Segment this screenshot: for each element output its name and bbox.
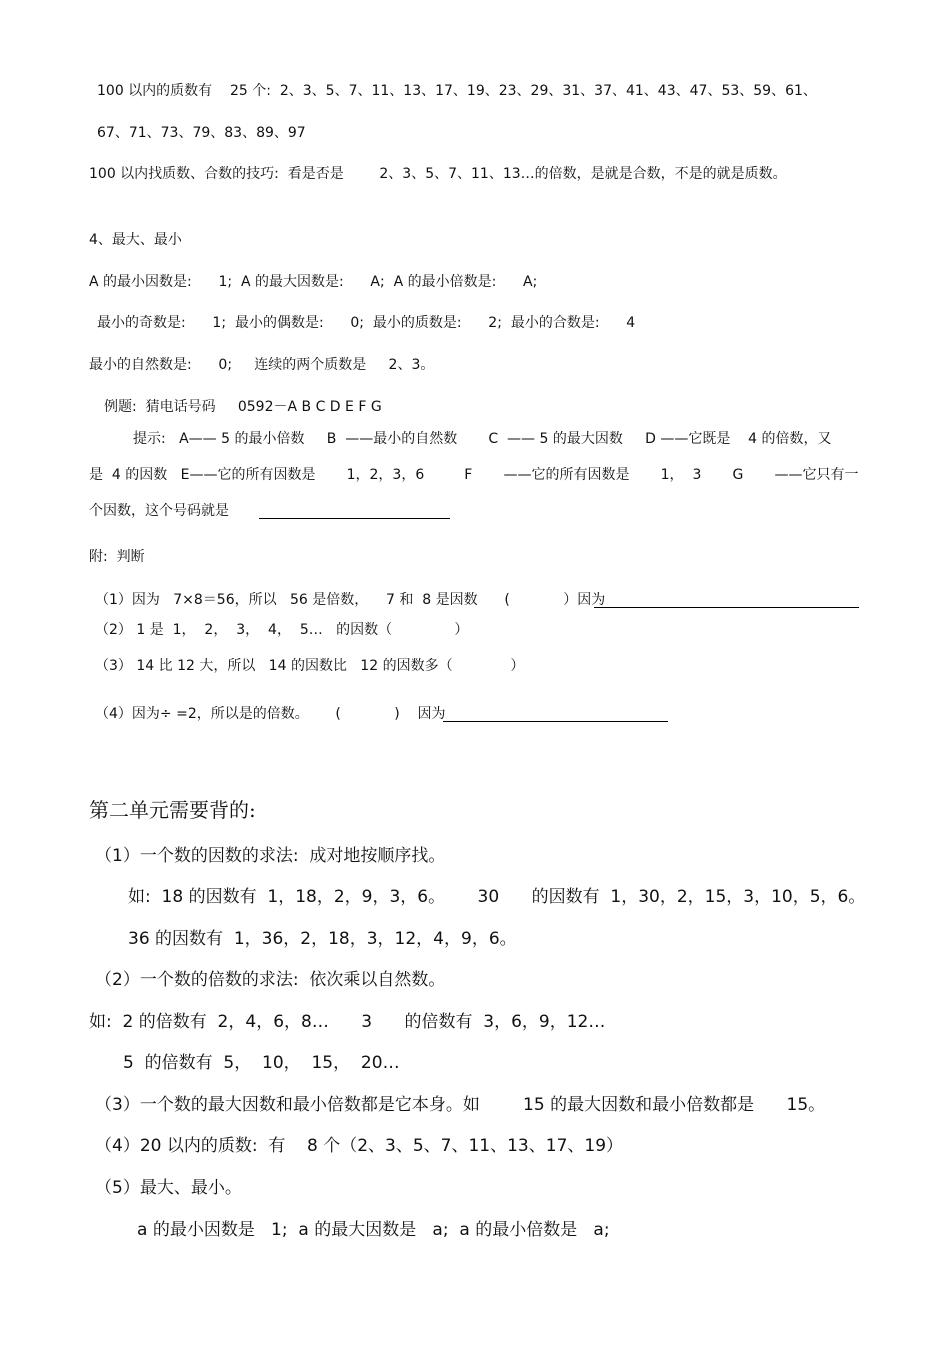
item-1-example-1: 如: 18 的因数有 1，18，2，9，3，6。 30 的因数有 1，30，2，15，3，10，5，6。 [128, 887, 866, 907]
primes-list-line-2: 67、71、73、79、83、89、97 [97, 125, 306, 141]
heading-max-min: 4、最大、最小 [89, 232, 182, 248]
item-4: （4）20 以内的质数: 有 8 个（2、3、5、7、11、13、17、19） [95, 1136, 624, 1156]
line-smallest-numbers: 最小的奇数是: 1; 最小的偶数是: 0; 最小的质数是: 2; 最小的合数是: 4 [97, 315, 636, 331]
question-3: （3） 14 比 12 大，所以 14 的因数比 12 的因数多（ ） [95, 658, 525, 674]
section-2-title: 第二单元需要背的: [89, 798, 256, 822]
prime-finding-tip: 100 以内找质数、合数的技巧: 看是否是 2、3、5、7、11、13…的倍数，是就是合数，不是的就是质数。 [89, 166, 787, 182]
hint-line-1: 提示: A—— 5 的最小倍数 B ——最小的自然数 C —— 5 的最大因数 D ——它既是 4 的倍数，又 [133, 431, 832, 447]
item-1: （1）一个数的因数的求法: 成对地按顺序找。 [95, 846, 446, 866]
item-1-example-2: 36 的因数有 1，36，2，18，3，12，4，9，6。 [128, 929, 517, 949]
hint-line-2: 是 4 的因数 E——它的所有因数是 1，2，3，6 F ——它的所有因数是 1， 3 G ——它只有一 [89, 467, 859, 483]
answer-blank-phone[interactable] [259, 518, 450, 519]
item-2-example-1: 如: 2 的倍数有 2，4，6，8… 3 的倍数有 3，6，9，12… [89, 1012, 606, 1032]
question-1: （1）因为 7×8＝56，所以 56 是倍数， 7 和 8 是因数 ( ）因为 [95, 592, 606, 608]
hint-line-3: 个因数，这个号码就是 [89, 503, 229, 519]
appendix-heading: 附: 判断 [89, 549, 145, 565]
item-5: （5）最大、最小。 [95, 1178, 242, 1198]
item-2-example-2: 5 的倍数有 5， 10， 15， 20… [123, 1053, 400, 1073]
line-smallest-natural: 最小的自然数是: 0; 连续的两个质数是 2、3。 [89, 357, 435, 373]
item-2: （2）一个数的倍数的求法: 依次乘以自然数。 [95, 970, 446, 990]
line-a-factors: A 的最小因数是: 1; A 的最大因数是: A; A 的最小倍数是: A; [89, 274, 538, 290]
primes-list-line-1: 100 以内的质数有 25 个: 2、3、5、7、11、13、17、19、23、29、31、37、41、43、47、53、59、61、 [97, 83, 817, 99]
answer-blank-q1[interactable] [594, 607, 859, 608]
example-title: 例题: 猜电话号码 0592－A B C D E F G [104, 399, 382, 415]
question-4: （4）因为÷ =2，所以是的倍数。 ( ) 因为 [95, 706, 446, 722]
item-5-example: a 的最小因数是 1; a 的最大因数是 a; a 的最小倍数是 a; [137, 1220, 610, 1240]
answer-blank-q4[interactable] [443, 721, 668, 722]
question-2: （2） 1 是 1， 2， 3， 4， 5… 的因数（ ） [95, 622, 469, 638]
item-3: （3）一个数的最大因数和最小倍数都是它本身。如 15 的最大因数和最小倍数都是 15。 [95, 1095, 826, 1115]
